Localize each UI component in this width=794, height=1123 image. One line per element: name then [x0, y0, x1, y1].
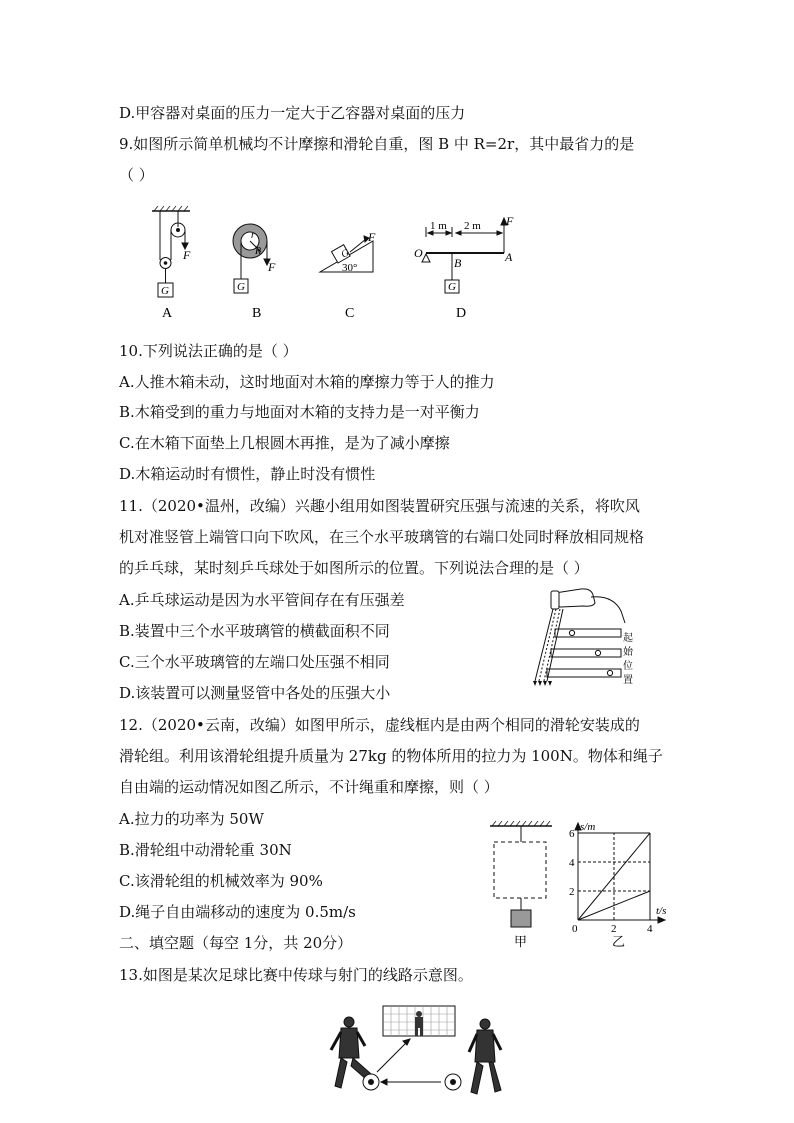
q10-option-d: D.木箱运动时有惯性，静止时没有惯性	[119, 465, 376, 483]
q11-option-b: B.装置中三个水平玻璃管的横截面积不同	[119, 622, 390, 640]
fig12-y-axis: s/m	[580, 821, 596, 833]
fig11-side-3: 位	[623, 661, 633, 672]
fig9b-G: G	[237, 281, 245, 293]
fig9b-R: R	[255, 246, 262, 257]
section-2-heading: 二、填空题（每空 1分，共 20分）	[119, 934, 353, 952]
figure-12	[480, 818, 680, 953]
question-9-stem: 9.如图所示简单机械均不计摩擦和滑轮自重，图 B 中 R=2r，其中最省力的是	[119, 135, 635, 153]
q10-option-a: A.人推木箱未动，这时地面对木箱的摩擦力等于人的推力	[119, 373, 495, 391]
fig12-yi-label: 乙	[612, 934, 626, 949]
figure-9	[140, 205, 540, 325]
fig12-xtick-4: 4	[647, 923, 653, 935]
fig9d-d1: 1 m	[430, 220, 447, 232]
fig9-label-a: A	[162, 306, 173, 321]
fig9b-r: r	[251, 230, 255, 241]
q12-option-b: B.滑轮组中动滑轮重 30N	[119, 841, 292, 859]
fig11-side-1: 起	[623, 633, 633, 644]
fig12-jia-label: 甲	[514, 934, 528, 949]
fig12-ytick-6: 6	[569, 828, 575, 840]
figure-13-soccer	[325, 1000, 515, 1120]
q12-option-d: D.绳子自由端移动的速度为 0.5m/s	[119, 903, 356, 921]
fig9d-B: B	[454, 256, 462, 270]
q11-option-a: A.乒乓球运动是因为水平管间存在有压强差	[119, 591, 405, 609]
fig11-side-4: 置	[623, 675, 633, 686]
fig12-xtick-2: 2	[611, 923, 617, 935]
player-right	[469, 1019, 501, 1094]
q10-option-c: C.在木箱下面垫上几根圆木再推，是为了减小摩擦	[119, 434, 450, 452]
fig9a-G: G	[161, 285, 169, 297]
fig9-label-d: D	[456, 306, 467, 321]
question-13-stem: 13.如图是某次足球比赛中传球与射门的线路示意图。	[119, 966, 473, 984]
fig9c-F: F	[368, 230, 376, 244]
fig9c-G: G	[339, 247, 352, 261]
fig12-x-axis: t/s	[656, 905, 667, 917]
fig9c-angle: 30°	[342, 262, 358, 274]
fig9d-d2: 2 m	[464, 220, 481, 232]
question-9-bracket: （ ）	[119, 166, 154, 184]
fig9a-F: F	[183, 248, 191, 262]
figure-12-yi-graph	[575, 823, 665, 923]
question-12-stem-1: 12.（2020•云南，改编）如图甲所示，虚线框内是由两个相同的滑轮安装成的	[119, 716, 640, 734]
q11-option-d: D.该装置可以测量竖管中各处的压强大小	[119, 684, 391, 702]
fig12-xtick-0: 0	[572, 923, 578, 935]
question-12-stem-2: 滑轮组。利用该滑轮组提升质量为 27kg 的物体所用的拉力为 100N。物体和绳子	[119, 747, 663, 765]
fig9b-F: F	[268, 260, 276, 274]
q12-option-c: C.该滑轮组的机械效率为 90%	[119, 872, 323, 890]
question-10-stem: 10.下列说法正确的是（ ）	[119, 342, 298, 360]
goalkeeper	[415, 1011, 423, 1036]
fig12-ytick-4: 4	[569, 857, 575, 869]
q12-option-a: A.拉力的功率为 50W	[119, 810, 264, 828]
question-11-stem-1: 11.（2020•温州，改编）兴趣小组用如图装置研究压强与流速的关系，将吹风	[119, 497, 640, 515]
fig12-ytick-2: 2	[569, 886, 575, 898]
fig9-label-c: C	[345, 306, 355, 321]
fig9d-O: O	[414, 246, 423, 260]
question-12-stem-3: 自由端的运动情况如图乙所示，不计绳重和摩擦，则（ ）	[119, 778, 499, 796]
figure-11	[525, 585, 645, 690]
fig9d-A: A	[505, 250, 513, 264]
q11-option-c: C.三个水平玻璃管的左端口处压强不相同	[119, 653, 390, 671]
fig9d-G: G	[448, 281, 456, 293]
fig9d-F: F	[506, 214, 514, 228]
text-line-1: D.甲容器对桌面的压力一定大于乙容器对桌面的压力	[119, 104, 466, 122]
fig9-label-b: B	[252, 306, 262, 321]
question-11-stem-3: 的乒乓球，某时刻乒乓球处于如图所示的位置。下列说法合理的是（ ）	[119, 559, 589, 577]
q10-option-b: B.木箱受到的重力与地面对木箱的支持力是一对平衡力	[119, 403, 480, 421]
figure-12-jia	[490, 821, 552, 927]
fig11-side-2: 始	[623, 647, 633, 658]
question-11-stem-2: 机对准竖管上端管口向下吹风，在三个水平玻璃管的右端口处同时释放相同规格	[119, 528, 645, 546]
